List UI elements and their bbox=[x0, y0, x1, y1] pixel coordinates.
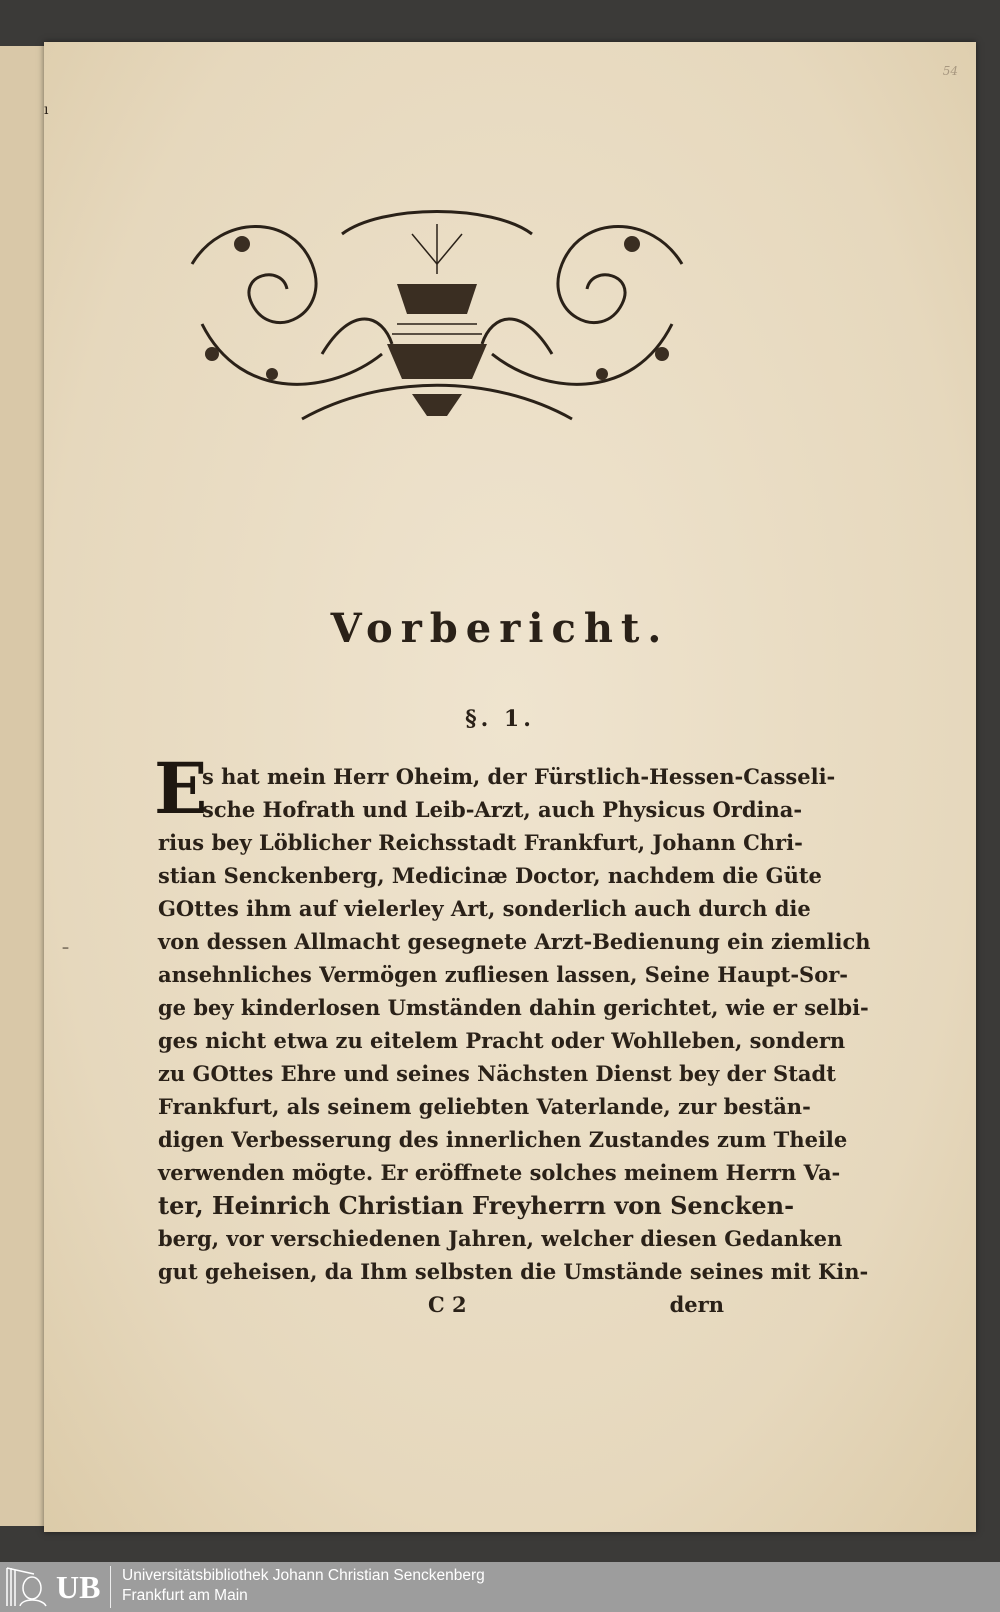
text-line: digen Verbesserung des innerlichen Zustandes zum Theile bbox=[158, 1127, 848, 1152]
page-title: Vorbericht. bbox=[330, 605, 670, 652]
text-line: Frankfurt, als seinem geliebten Vaterlande, zur bestän- bbox=[158, 1094, 811, 1119]
library-name-line2: Frankfurt am Main bbox=[122, 1587, 248, 1604]
text-line: verwenden mögte. Er eröffnete solches meinem Herrn Va- bbox=[158, 1160, 841, 1185]
catchword: dern bbox=[669, 1292, 724, 1317]
text-line: ges nicht etwa zu eitelem Pracht oder Wohlleben, sondern bbox=[158, 1028, 846, 1053]
facing-page-edge bbox=[0, 46, 44, 1526]
text-line: ansehnliches Vermögen zufliesen lassen, Seine Haupt-Sor- bbox=[158, 962, 848, 987]
decorative-headpiece-ornament bbox=[182, 204, 692, 434]
folio-number: 54 bbox=[942, 64, 958, 78]
signature-mark: C 2 bbox=[428, 1292, 467, 1317]
text-line: GOttes ihm auf vielerley Art, sonderlich auch durch die bbox=[158, 896, 811, 921]
text-line: berg, vor verschiedenen Jahren, welcher diesen Gedanken bbox=[158, 1226, 843, 1251]
library-logo[interactable] bbox=[4, 1566, 111, 1608]
text-line: zu GOttes Ehre und seines Nächsten Dienst bey der Stadt bbox=[158, 1061, 836, 1086]
page-foot bbox=[158, 1288, 724, 1321]
text-line: rius bey Löblicher Reichsstadt Frankfurt, Johann Chri- bbox=[158, 830, 803, 855]
portrait-icon bbox=[4, 1566, 52, 1608]
body-text bbox=[154, 747, 871, 1321]
text-line: von dessen Allmacht gesegnete Arzt-Bedienung ein ziemlich bbox=[158, 929, 871, 954]
library-name-line1: Universitätsbibliothek Johann Christian Senckenberg bbox=[122, 1567, 485, 1584]
section-number: §. 1. bbox=[465, 706, 535, 732]
text-line: ge bey kinderlosen Umständen dahin gerichtet, wie er selbi- bbox=[158, 995, 869, 1020]
drop-cap: E bbox=[154, 747, 208, 830]
text-line: gut geheisen, da Ihm selbsten die Umstände seines mit Kin- bbox=[158, 1259, 869, 1284]
margin-mark: ı bbox=[44, 102, 49, 118]
text-line: ter, Heinrich Christian Freyherrn von Sencken- bbox=[158, 1191, 795, 1220]
library-name bbox=[122, 1566, 485, 1606]
logo-text: UB bbox=[56, 1569, 101, 1605]
text-line: s hat mein Herr Oheim, der Fürstlich-Hessen-Casseli- bbox=[202, 764, 836, 789]
text-line: stian Senckenberg, Medicinæ Doctor, nachdem die Güte bbox=[158, 863, 822, 888]
margin-mark: – bbox=[62, 940, 69, 956]
text-line: sche Hofrath und Leib-Arzt, auch Physicus Ordina- bbox=[202, 797, 803, 822]
library-footer bbox=[0, 1562, 1000, 1612]
